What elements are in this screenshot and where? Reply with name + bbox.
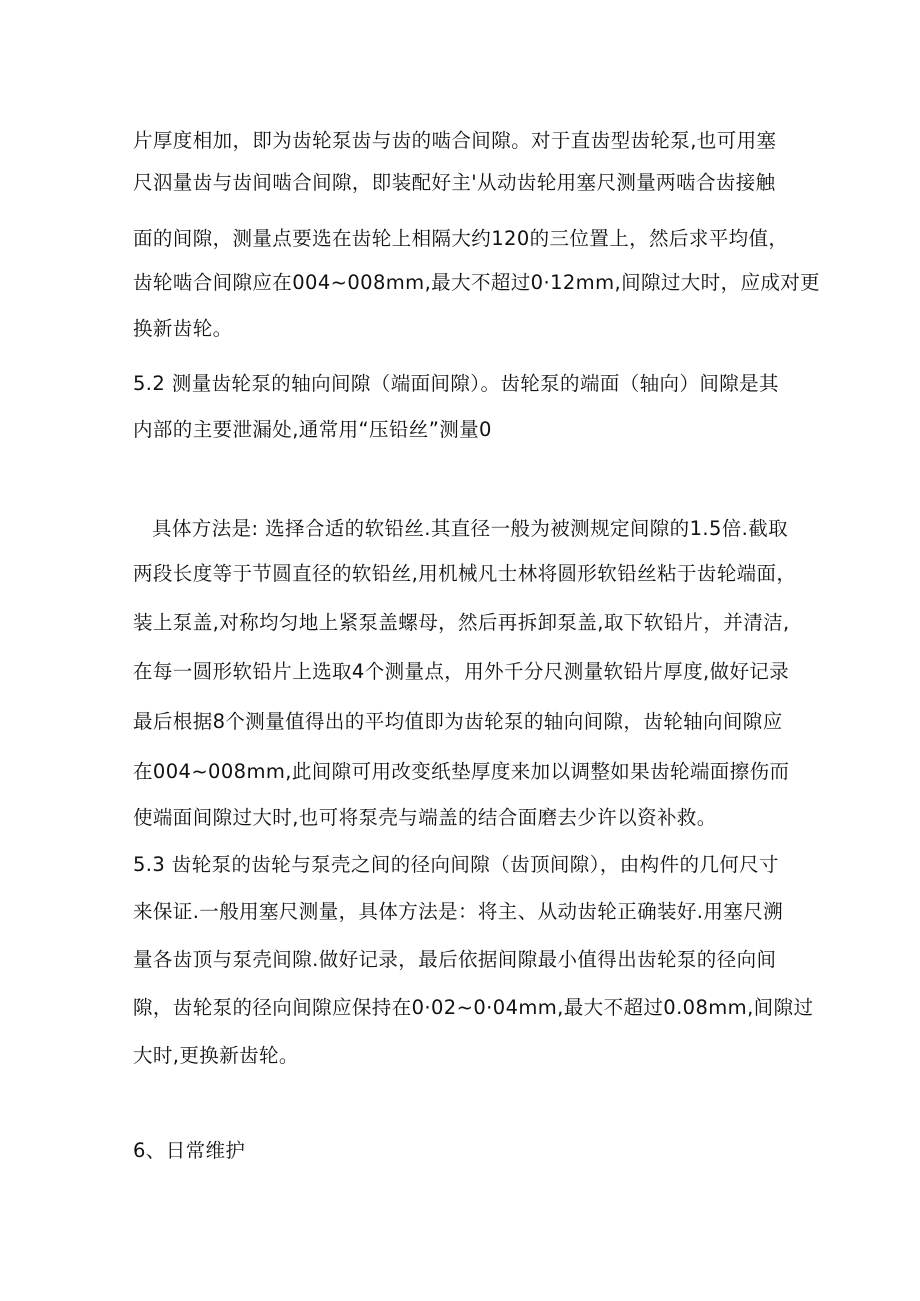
text-line: 大时,更换新齿轮。 [133,1044,299,1067]
section-5-3-heading-line: 5.3 齿轮泵的齿轮与泵壳之间的径向间隙（齿顶间隙），由构件的几何尺寸 [133,853,779,876]
text-line: 量各齿顶与泵壳间隙.做好记录，最后依据间隙最小值得出齿轮泵的径向间 [133,948,777,971]
text-line: 两段长度等于节圆直径的软铅丝,用机械凡士林将圆形软铅丝粘于齿轮端面， [133,562,797,585]
text-line: 换新齿轮。 [133,317,233,340]
text-line: 面的间隙，测量点要选在齿轮上相隔大约120的三位置上，然后求平均值， [133,227,789,250]
text-line: 具体方法是: 选择合适的软铅丝.其直径一般为被测规定间隙的1.5倍.截取 [152,517,789,540]
text-line: 在004~008mm,此间隙可用改变纸垫厚度来加以调整如果齿轮端面擦伤而 [133,760,790,783]
text-line: 尺泅量齿与齿间啮合间隙，即装配好主'从动齿轮用塞尺测量两啮合齿接触 [133,171,776,194]
text-line: 装上泵盖,对称均匀地上紧泵盖螺母，然后再拆卸泵盖,取下软铅片，并清洁, [133,611,790,634]
text-line: 内部的主要泄漏处,通常用“压铅丝”测量0 [133,418,492,441]
section-5-2-heading-line: 5.2 测量齿轮泵的轴向间隙（端面间隙）。齿轮泵的端面（轴向）间隙是其 [133,372,779,395]
text-line: 来保证.一般用塞尺测量，具体方法是：将主、从动齿轮正确装好.用塞尺溯 [133,900,783,923]
text-line: 齿轮啮合间隙应在004~008mm,最大不超过0·12mm,间隙过大时，应成对更 [133,271,821,294]
text-line: 最后根据8个测量值得出的平均值即为齿轮泵的轴向间隙，齿轮轴向间隙应 [133,710,783,733]
text-line: 在每一圆形软铅片上选取4个测量点，用外千分尺测量软铅片厚度,做好记录 [133,660,790,683]
text-line: 使端面间隙过大时,也可将泵壳与端盖的结合面磨去少许以资补救。 [133,806,717,829]
section-6-heading: 6、日常维护 [133,1139,246,1162]
text-line: 隙，齿轮泵的径向间隙应保持在0·02~0·04mm,最大不超过0.08mm,间隙过 [133,996,814,1019]
text-line: 片厚度相加，即为齿轮泵齿与齿的啮合间隙。对于直齿型齿轮泵,也可用塞 [133,129,777,152]
